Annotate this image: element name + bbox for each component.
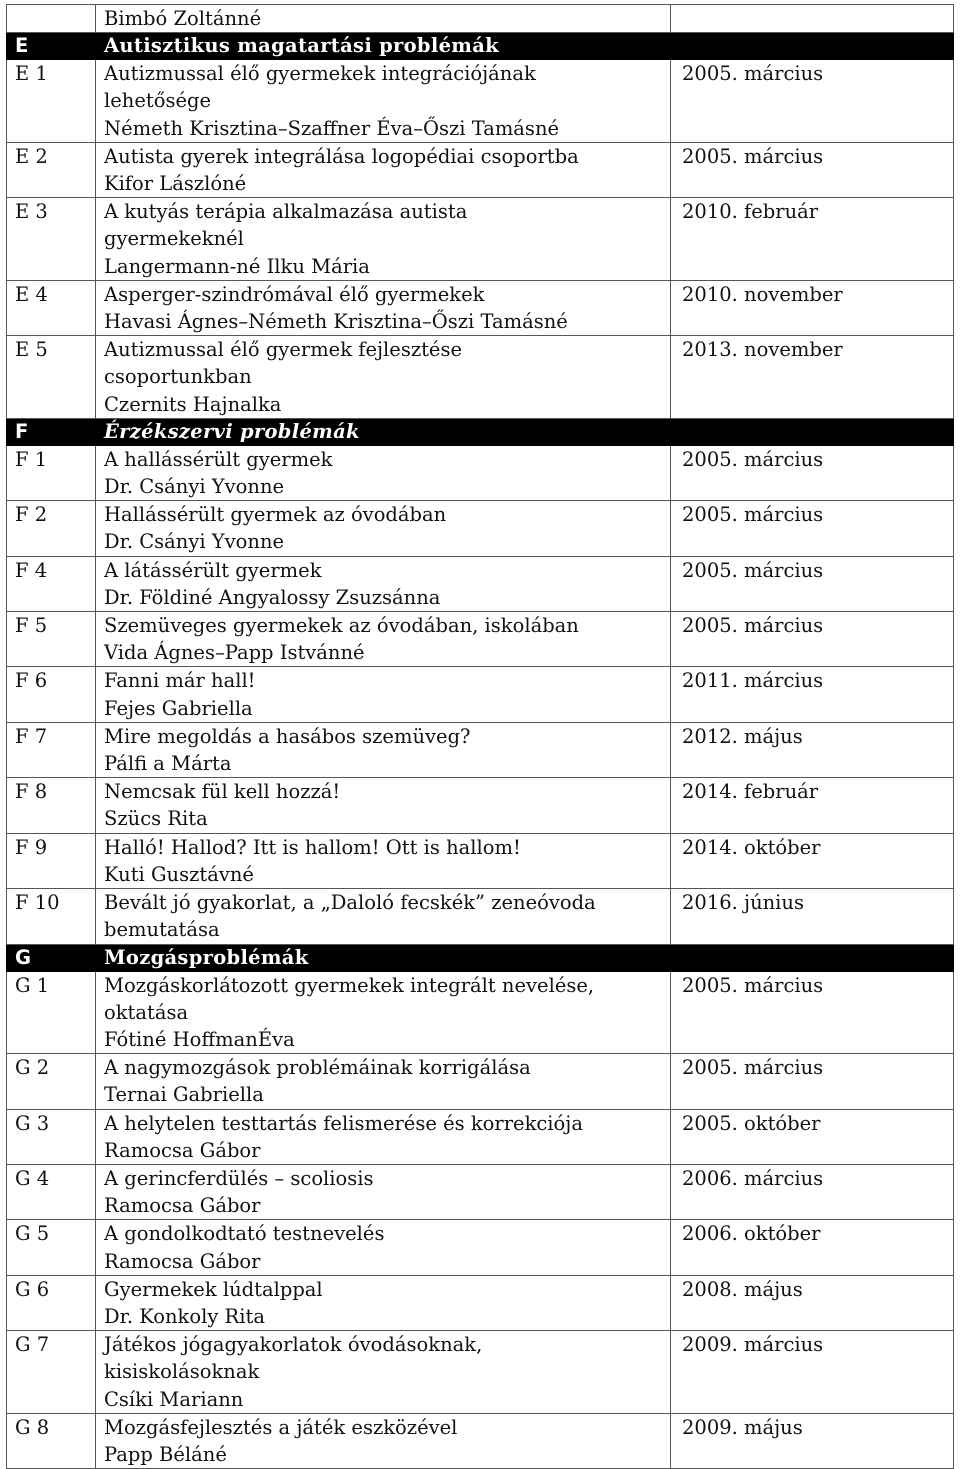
table-row (7, 971, 954, 1054)
code-cell: E 4 (7, 280, 96, 335)
date-cell: 2009. március (671, 1331, 954, 1414)
title-cell (96, 1413, 671, 1468)
title-cell (96, 1164, 671, 1219)
title-line: lehetősége (104, 89, 212, 113)
table-row (7, 722, 954, 777)
author-name: Fejes Gabriella (104, 696, 253, 720)
table-row (7, 142, 954, 197)
author-name: Csíki Mariann (104, 1387, 244, 1411)
title-line: Autizmussal élő gyermek fejlesztése (104, 338, 463, 362)
author-name: Langermann-né Ilku Mária (104, 254, 370, 278)
title-line: A gerincferdülés – scoliosis (104, 1166, 374, 1190)
date-cell: 2014. február (671, 778, 954, 833)
code-cell: F 2 (7, 501, 96, 556)
title-cell (96, 556, 671, 611)
title-line: Mozgásfejlesztés a játék eszközével (104, 1415, 458, 1439)
code-cell: G 7 (7, 1331, 96, 1414)
title-line: A kutyás terápia alkalmazása autista (104, 200, 468, 224)
section-header-row (7, 418, 954, 445)
date-cell: 2006. március (671, 1164, 954, 1219)
code-cell: G 3 (7, 1109, 96, 1164)
table-row (7, 778, 954, 833)
code-cell: E 2 (7, 142, 96, 197)
title-line: Autista gyerek integrálása logopédiai csoportba (104, 144, 579, 168)
table-row (7, 501, 954, 556)
title-line: A helytelen testtartás felismerése és korrekciója (104, 1111, 583, 1135)
table-row (7, 5, 954, 33)
date-cell: 2005. március (671, 612, 954, 667)
table-row (7, 1275, 954, 1330)
code-cell: F 6 (7, 667, 96, 722)
title-line: Játékos jógagyakorlatok óvodásoknak, (104, 1333, 483, 1357)
title-line: A nagymozgások problémáinak korrigálása (104, 1056, 531, 1080)
table-row (7, 60, 954, 143)
author-name: Ramocsa Gábor (104, 1249, 261, 1273)
date-cell: 2008. május (671, 1275, 954, 1330)
title-line: Autizmussal élő gyermekek integrációjának (104, 62, 536, 86)
table-row (7, 1109, 954, 1164)
title-line: Hallássérült gyermek az óvodában (104, 503, 447, 527)
title-cell (96, 889, 671, 944)
code-cell: G 6 (7, 1275, 96, 1330)
section-date-cell (671, 418, 954, 445)
code-cell: F 1 (7, 445, 96, 500)
date-cell: 2013. november (671, 336, 954, 419)
author-name: Vida Ágnes–Papp Istvánné (104, 641, 365, 665)
title-cell (96, 142, 671, 197)
title-cell (96, 501, 671, 556)
date-cell: 2010. november (671, 280, 954, 335)
title-line: oktatása (104, 1000, 189, 1024)
date-cell: 2005. március (671, 142, 954, 197)
date-cell: 2006. október (671, 1220, 954, 1275)
title-cell (96, 1109, 671, 1164)
table-row (7, 1220, 954, 1275)
code-cell: F 9 (7, 833, 96, 888)
section-header-row (7, 944, 954, 971)
section-title: Autisztikus magatartási problémák (96, 33, 671, 60)
code-cell: F 4 (7, 556, 96, 611)
section-code: G (7, 944, 96, 971)
title-line: Gyermekek lúdtalppal (104, 1277, 323, 1301)
author-name: Pálfi a Márta (104, 752, 232, 776)
code-cell: F 10 (7, 889, 96, 944)
date-cell (671, 5, 954, 33)
table-row (7, 1164, 954, 1219)
title-cell (96, 280, 671, 335)
section-code: E (7, 33, 96, 60)
section-code: F (7, 418, 96, 445)
date-cell: 2010. február (671, 198, 954, 281)
title-cell (96, 198, 671, 281)
date-cell: 2012. május (671, 722, 954, 777)
table-row (7, 445, 954, 500)
code-cell: G 2 (7, 1054, 96, 1109)
title-line: Bevált jó gyakorlat, a „Daloló fecskék” zeneóvoda (104, 891, 596, 915)
title-cell (96, 612, 671, 667)
table-row (7, 198, 954, 281)
date-cell: 2009. május (671, 1413, 954, 1468)
table-row (7, 280, 954, 335)
title-line: Szemüveges gyermekek az óvodában, iskolában (104, 614, 579, 638)
title-cell (96, 60, 671, 143)
title-cell (96, 445, 671, 500)
date-cell: 2005. március (671, 1054, 954, 1109)
author-name: Kifor Lászlóné (104, 172, 247, 196)
author-name: Németh Krisztina–Szaffner Éva–Őszi Tamásné (104, 116, 560, 140)
section-title: Mozgásproblémák (96, 944, 671, 971)
title-line: bemutatása (104, 918, 220, 942)
code-cell: G 4 (7, 1164, 96, 1219)
title-cell (96, 722, 671, 777)
date-cell: 2005. március (671, 445, 954, 500)
table-row (7, 667, 954, 722)
title-line: Halló! Hallod? Itt is hallom! Ott is hallom! (104, 835, 521, 859)
title-line: csoportunkban (104, 365, 252, 389)
title-line: A hallássérült gyermek (104, 447, 333, 471)
title-cell (96, 833, 671, 888)
title-cell (96, 1331, 671, 1414)
author-name: Bimbó Zoltánné (104, 7, 262, 30)
title-line: A látássérült gyermek (104, 558, 322, 582)
section-title: Érzékszervi problémák (96, 418, 671, 445)
title-cell (96, 778, 671, 833)
code-cell: F 7 (7, 722, 96, 777)
author-name: Fótiné HoffmanÉva (104, 1027, 295, 1051)
title-cell (96, 1054, 671, 1109)
author-name: Havasi Ágnes–Németh Krisztina–Őszi Tamásné (104, 310, 568, 334)
title-line: kisiskolásoknak (104, 1360, 260, 1384)
title-line: Nemcsak fül kell hozzá! (104, 780, 341, 804)
author-name: Czernits Hajnalka (104, 392, 282, 416)
author-name: Dr. Csányi Yvonne (104, 475, 285, 499)
date-cell: 2011. március (671, 667, 954, 722)
title-cell (96, 5, 671, 33)
author-name: Dr. Csányi Yvonne (104, 530, 285, 554)
title-cell (96, 1220, 671, 1275)
date-cell: 2005. október (671, 1109, 954, 1164)
title-line: Mozgáskorlátozott gyermekek integrált nevelése, (104, 973, 595, 997)
title-cell (96, 667, 671, 722)
author-name: Ramocsa Gábor (104, 1138, 261, 1162)
code-cell: E 1 (7, 60, 96, 143)
section-date-cell (671, 944, 954, 971)
table-row (7, 1331, 954, 1414)
author-name: Dr. Földiné Angyalossy Zsuzsánna (104, 585, 441, 609)
title-line: A gondolkodtató testnevelés (104, 1222, 385, 1246)
title-line: Fanni már hall! (104, 669, 256, 693)
table-row (7, 889, 954, 944)
date-cell: 2005. március (671, 501, 954, 556)
author-name: Ramocsa Gábor (104, 1194, 261, 1218)
date-cell: 2005. március (671, 971, 954, 1054)
date-cell: 2005. március (671, 556, 954, 611)
date-cell: 2016. június (671, 889, 954, 944)
code-cell: F 5 (7, 612, 96, 667)
table-row (7, 556, 954, 611)
code-cell: G 1 (7, 971, 96, 1054)
table-row (7, 833, 954, 888)
title-cell (96, 1275, 671, 1330)
title-line: gyermekeknél (104, 227, 244, 251)
title-cell (96, 336, 671, 419)
date-cell: 2005. március (671, 60, 954, 143)
document-page (6, 4, 954, 1469)
code-cell: F 8 (7, 778, 96, 833)
author-name: Szücs Rita (104, 807, 208, 831)
title-cell (96, 971, 671, 1054)
table-row (7, 1054, 954, 1109)
author-name: Kuti Gusztávné (104, 862, 254, 886)
date-cell: 2014. október (671, 833, 954, 888)
code-cell: G 5 (7, 1220, 96, 1275)
table-row (7, 336, 954, 419)
author-name: Dr. Konkoly Rita (104, 1304, 265, 1328)
code-cell: G 8 (7, 1413, 96, 1468)
section-header-row (7, 33, 954, 60)
title-line: Mire megoldás a hasábos szemüveg? (104, 724, 471, 748)
table-row (7, 612, 954, 667)
author-name: Papp Béláné (104, 1442, 227, 1466)
code-cell: E 3 (7, 198, 96, 281)
table-row (7, 1413, 954, 1468)
code-cell (7, 5, 96, 33)
publication-table (6, 4, 954, 1469)
author-name: Ternai Gabriella (104, 1083, 264, 1107)
title-line: Asperger-szindrómával élő gyermekek (104, 282, 485, 306)
section-date-cell (671, 33, 954, 60)
code-cell: E 5 (7, 336, 96, 419)
